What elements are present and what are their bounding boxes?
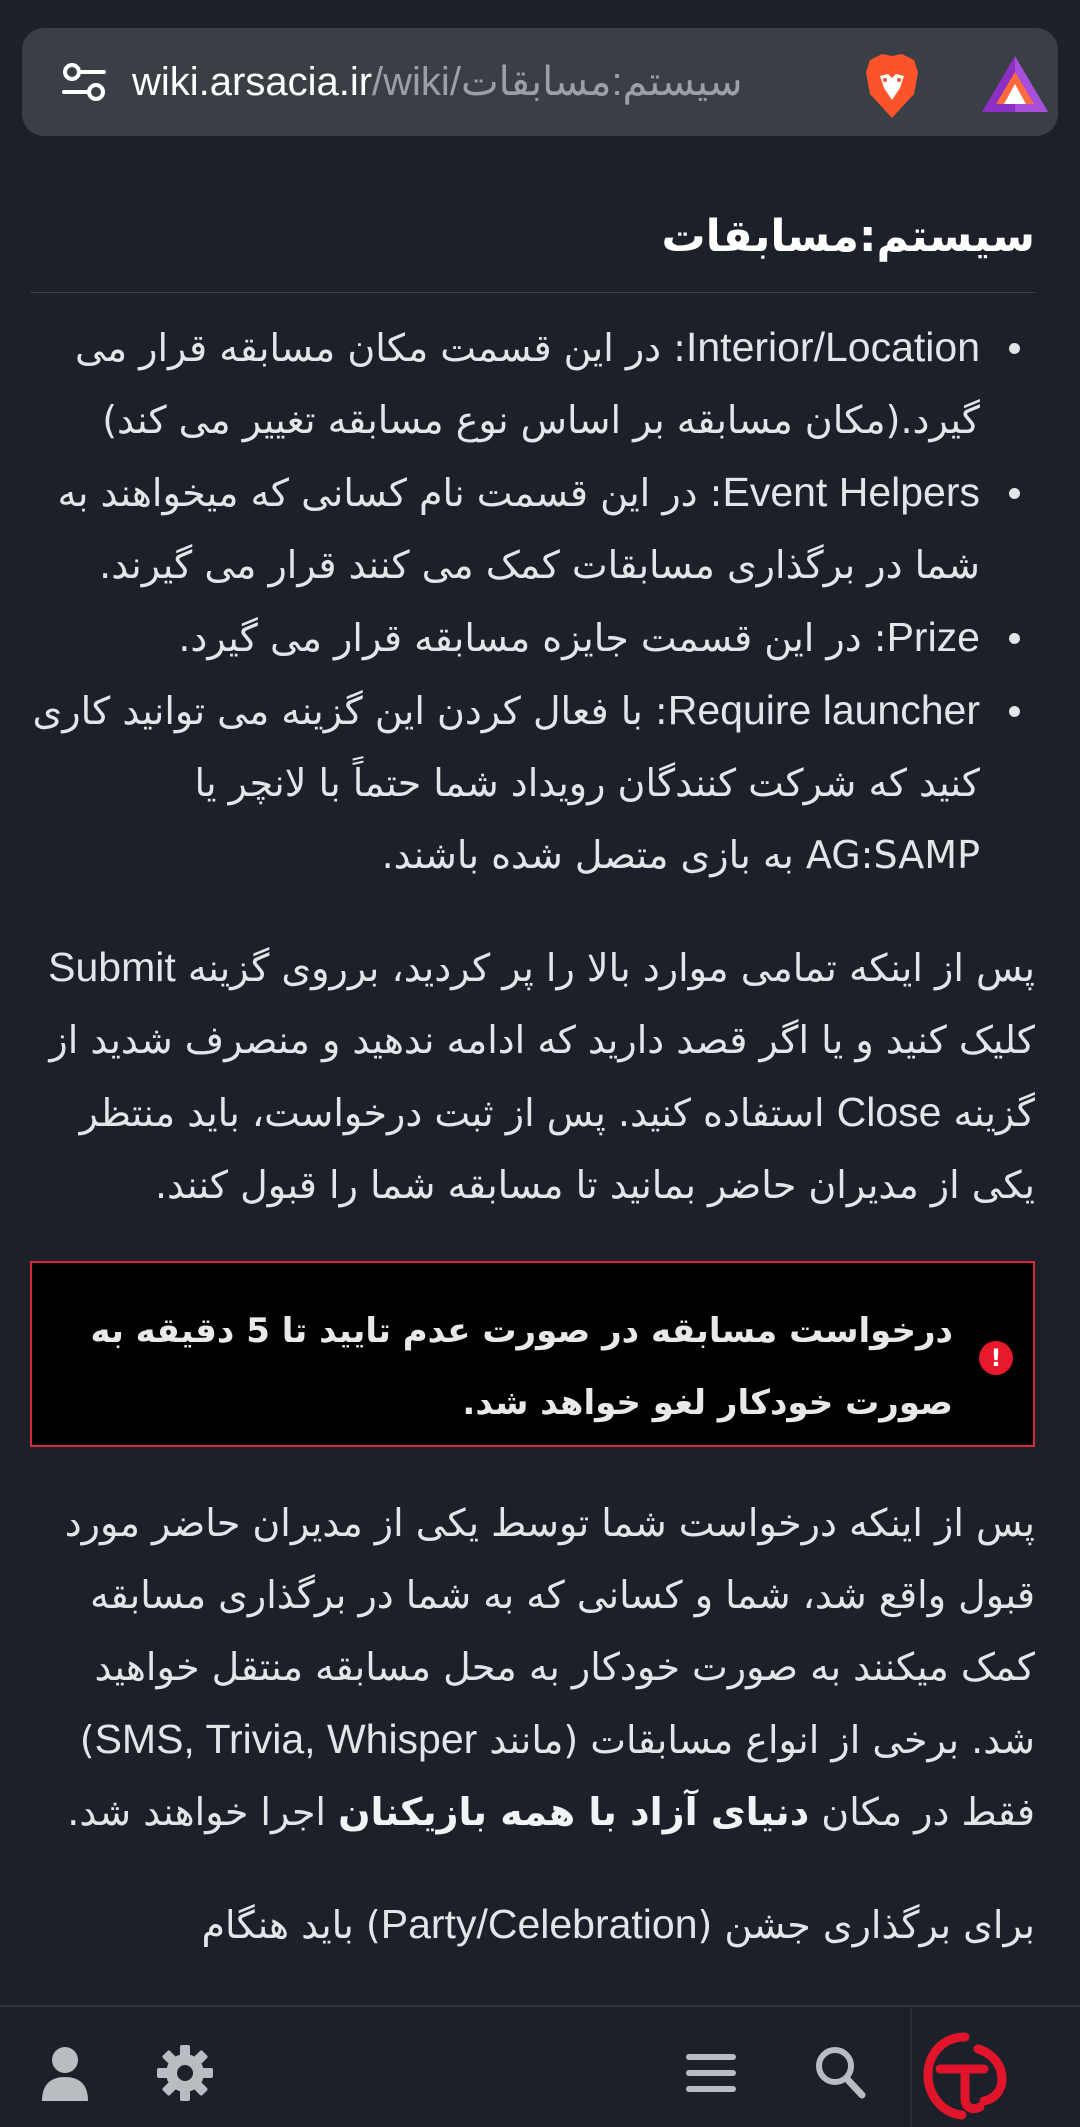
gear-icon[interactable] xyxy=(156,2044,214,2102)
alert-text: درخواست مسابقه در صورت عدم تایید تا 5 دقیقه به صورت خودکار لغو خواهد شد. xyxy=(90,1311,953,1423)
text-span: اجرا خواهند شد. xyxy=(67,1790,339,1834)
bottom-toolbar xyxy=(0,2005,1080,2127)
warning-alert xyxy=(30,1261,1035,1447)
approval-paragraph xyxy=(30,1487,1035,1848)
submit-term: Submit xyxy=(48,944,176,990)
examples-term: SMS, Trivia, Whisper xyxy=(94,1716,478,1762)
list-item xyxy=(30,674,980,891)
text-span: برای برگذاری جشن ( xyxy=(697,1903,1035,1947)
text-span: ) باید هنگام xyxy=(201,1903,381,1947)
toolbar-separator xyxy=(910,2007,912,2127)
party-paragraph xyxy=(30,1888,1035,1961)
text-span: ) فقط در مکان xyxy=(79,1718,1035,1834)
brave-rewards-icon[interactable] xyxy=(980,54,1050,114)
arsacia-logo-icon[interactable] xyxy=(920,2029,1010,2121)
field-description: : در این قسمت نام کسانی که میخواهند به شما در برگذاری مسابقات کمک می کنند قرار می گیرند. xyxy=(57,471,980,587)
field-name: Require launcher xyxy=(667,687,980,733)
bold-term: دنیای آزاد با همه بازیکنان xyxy=(338,1790,810,1834)
tune-icon[interactable] xyxy=(60,58,108,106)
text-span: کلیک کنید و یا اگر قصد دارید که ادامه ندهید و منصرف شدید از گزینه xyxy=(49,1018,1035,1135)
party-term: Party/Celebration xyxy=(380,1901,698,1947)
field-description: : با فعال کردن این گزینه می توانید کاری کنید که شرکت کنندگان رویداد شما حتماً با لانچر یا AG:SAMP به بازی متصل شده باشند. xyxy=(32,689,980,877)
text-span: پس از اینکه درخواست شما توسط یکی از مدیران حاضر مورد قبول واقع شد، شما و کسانی که به شما در برگذاری مسابقه کمک میکنند به صورت خودکار به محل مسابقه منتقل خواهید شد. برخی از انواع مسابقات (مانند xyxy=(64,1501,1035,1762)
page-title: سیستم:مسابقات xyxy=(661,211,1035,262)
field-name: Interior/Location xyxy=(685,324,980,370)
title-divider xyxy=(30,292,1035,293)
text-span: پس از اینکه تمامی موارد بالا را پر کردید، برروی گزینه xyxy=(175,946,1035,990)
brave-lion-icon[interactable] xyxy=(860,50,924,122)
address-bar[interactable] xyxy=(22,28,1058,136)
user-icon[interactable] xyxy=(40,2045,90,2101)
exclamation-icon: ! xyxy=(979,1341,1013,1375)
text-span: استفاده کنید. پس از ثبت درخواست، باید منتظر یکی از مدیران حاضر بمانید تا مسابقه شما را قبول کنند. xyxy=(79,1091,1035,1207)
url-path: /wiki/سیستم:مسابقات xyxy=(372,60,743,104)
field-list xyxy=(30,311,1035,891)
field-description: : در این قسمت مکان مسابقه قرار می گیرد.(مکان مسابقه بر اساس نوع مسابقه تغییر می کند) xyxy=(75,326,980,442)
list-item xyxy=(30,456,980,601)
list-item xyxy=(30,601,980,674)
field-name: Prize xyxy=(886,614,980,660)
menu-icon[interactable] xyxy=(684,2051,738,2095)
search-icon[interactable] xyxy=(814,2045,866,2099)
article-content xyxy=(30,150,1035,1961)
close-term: Close xyxy=(836,1089,942,1135)
field-name: Event Helpers xyxy=(722,469,980,515)
field-description: : در این قسمت جایزه مسابقه قرار می گیرد. xyxy=(178,616,887,660)
list-item xyxy=(30,311,980,456)
submit-paragraph xyxy=(30,931,1035,1221)
url-text[interactable] xyxy=(132,52,743,112)
url-host: wiki.arsacia.ir xyxy=(132,60,373,104)
